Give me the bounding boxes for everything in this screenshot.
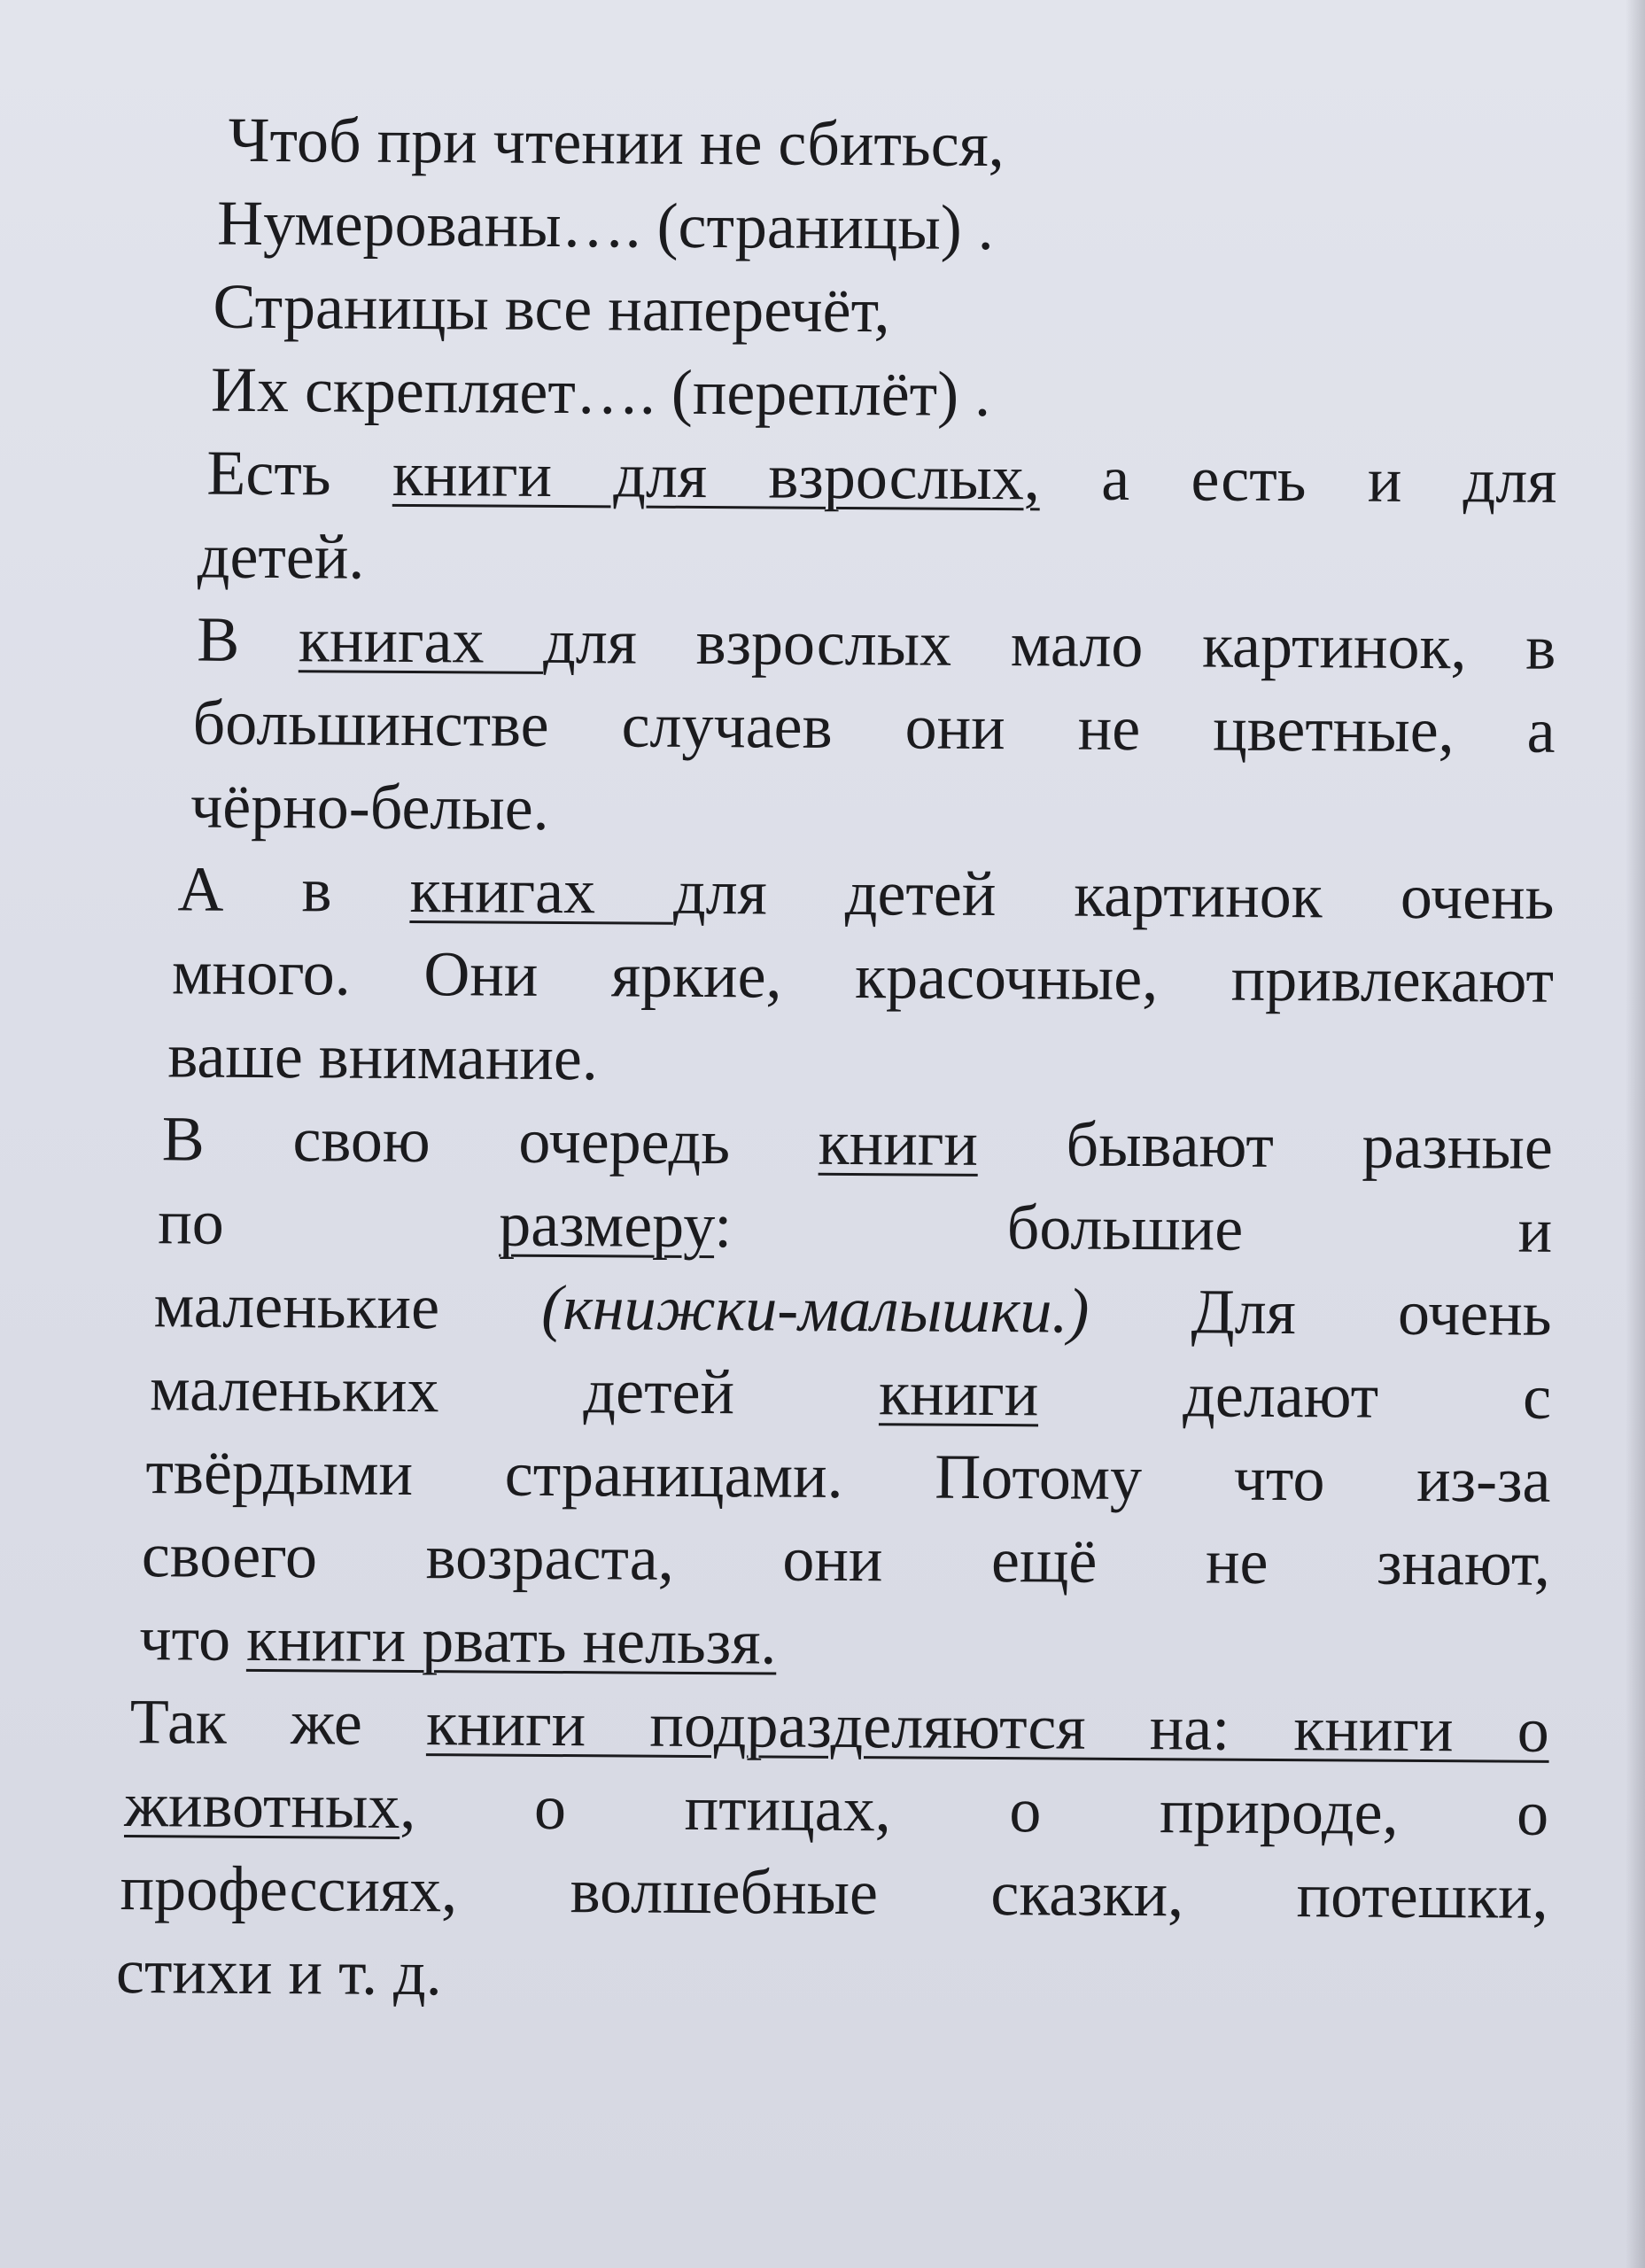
paragraph-2-line-1 xyxy=(120,597,1556,689)
paragraph-2-line-2: большинстве случаев они не цветные, а xyxy=(192,687,1556,766)
paragraph-3-line-1 xyxy=(119,847,1555,939)
paragraph-5-line-3: профессиях, волшебные сказки, потешки, xyxy=(120,1852,1548,1932)
paragraph-1-line-2: детей. xyxy=(197,520,365,593)
p4-l7-lead: что xyxy=(139,1603,247,1674)
paragraph-4-line-2 xyxy=(117,1180,1553,1272)
p1-underlined: книги для взрослых, xyxy=(392,438,1041,514)
p2-lead: В xyxy=(197,603,299,676)
poem-line-1: Чтоб при чтении не сбиться, xyxy=(228,104,1005,181)
p4-l4-rest: делают с xyxy=(1038,1358,1552,1433)
document-text xyxy=(113,97,1559,2022)
p4-l2-underlined: размеру xyxy=(499,1188,715,1262)
paragraph-5-line-2 xyxy=(113,1763,1549,1855)
p4-l1-lead: В свою очередь xyxy=(161,1103,819,1178)
p4-l1-rest: бывают разные xyxy=(977,1107,1554,1183)
p4-l4-lead: маленьких детей xyxy=(149,1353,880,1429)
poem-line-2: Нумерованы…. (страницы) . xyxy=(216,187,995,263)
p4-l3-rest: Для очень xyxy=(1089,1275,1552,1349)
p2-rest: для взрослых мало картинок, в xyxy=(542,605,1556,683)
paragraph-4-line-5: твёрдыми страницами. Потому что из-за xyxy=(145,1436,1551,1516)
p1-rest: а есть и для xyxy=(1039,442,1557,517)
paragraph-3-line-3: ваше внимание. xyxy=(167,1020,599,1094)
paragraph-2-line-3: чёрно-белые. xyxy=(190,770,549,843)
p2-underlined: книгах xyxy=(298,604,544,677)
p4-l3-lead: маленькие xyxy=(153,1270,542,1343)
p3-underlined: книгах xyxy=(409,854,674,928)
paragraph-5-line-1 xyxy=(114,1680,1550,1772)
p5-l1-underlined: книги подразделяются на: книги о xyxy=(425,1688,1550,1766)
p5-l2-underlined: животных xyxy=(123,1769,400,1842)
p3-rest: для детей картинок очень xyxy=(672,856,1555,933)
paragraph-4-line-7 xyxy=(114,1596,1550,1689)
poem-line-3: Страницы все наперечёт, xyxy=(213,270,890,346)
paragraph-4-line-1 xyxy=(118,1097,1554,1189)
page-edge-shadow xyxy=(1626,0,1645,2268)
paragraph-4-line-6: своего возраста, они ещё не знают, xyxy=(141,1519,1551,1599)
paragraph-5-line-4: стихи и т. д. xyxy=(115,1935,443,2009)
paragraph-3-line-2: много. Они яркие, красочные, привлекают xyxy=(171,936,1555,1016)
p4-l2-rest: : большие и xyxy=(714,1190,1553,1266)
poem-line-4: Их скрепляет…. (переплёт) . xyxy=(210,353,991,430)
p4-l2-lead: по xyxy=(158,1186,500,1260)
p5-l2-rest: , о птицах, о природе, о xyxy=(400,1770,1549,1849)
p4-l4-underlined: книги xyxy=(878,1357,1039,1430)
p4-l3-italic: (книжки-малышки.) xyxy=(541,1271,1090,1347)
p4-l7-underlined: книги рвать нельзя. xyxy=(245,1603,777,1678)
paragraph-4-line-4 xyxy=(116,1347,1552,1439)
paragraph-4-line-3 xyxy=(116,1263,1552,1355)
p4-l1-underlined: книги xyxy=(818,1107,979,1179)
p3-lead: А в xyxy=(177,853,410,926)
paragraph-1-line-1 xyxy=(121,431,1557,523)
p5-l1-lead: Так же xyxy=(129,1686,427,1759)
p1-lead: Есть xyxy=(206,437,393,509)
